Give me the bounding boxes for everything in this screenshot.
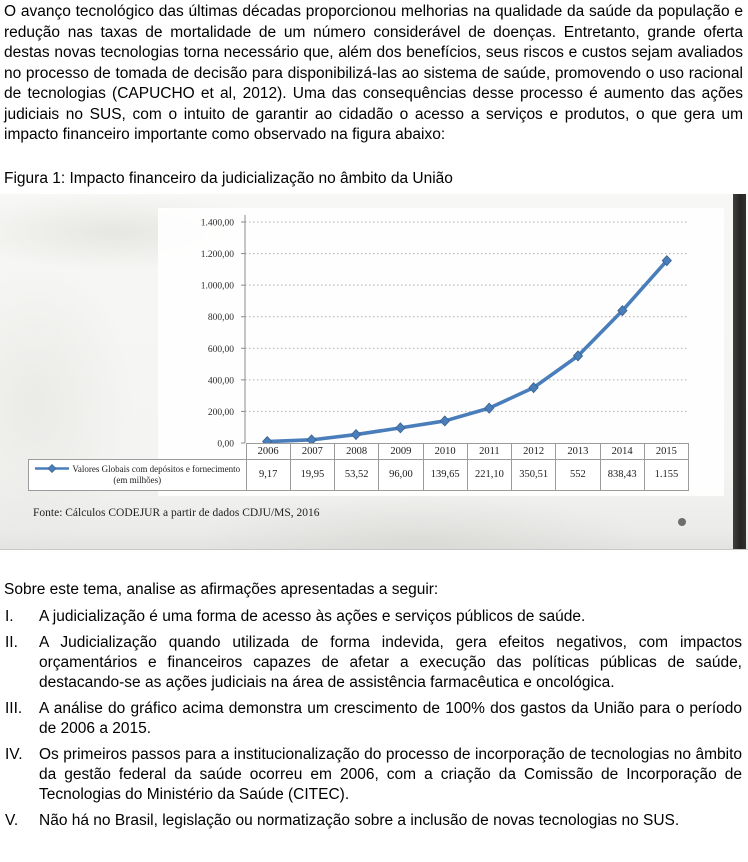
statement-text: Os primeiros passos para a institucionalização do processo de incorporação de tecnologias no âmbito da gestão federal da saúde ocorreu em 2006, com a criação da Comissão de Incorporação de Tecnologias do Ministério da Saúde (CITEC). xyxy=(39,745,742,803)
statement-item-3 xyxy=(4,699,743,739)
y-axis-tick-label: 400,00 xyxy=(207,375,234,386)
legend-cell xyxy=(29,459,247,490)
statements-section xyxy=(0,580,748,831)
values-row xyxy=(29,459,689,490)
figure-source: Fonte: Cálculos CODEJUR a partir de dados CDJU/MS, 2016 xyxy=(33,506,320,519)
legend-series-marker-icon xyxy=(34,464,70,473)
y-axis-tick-label: 1.000,00 xyxy=(200,281,234,292)
data-point-marker xyxy=(440,415,449,425)
y-axis-tick-label: 600,00 xyxy=(207,344,234,355)
y-axis-tick-label: 1.400,00 xyxy=(200,218,234,228)
year-header-cell: 2014 xyxy=(600,443,644,459)
statement-numeral: V. xyxy=(5,811,19,829)
exam-question-page xyxy=(0,2,748,862)
statement-numeral: IV. xyxy=(5,745,23,763)
statement-numeral: III. xyxy=(5,699,23,717)
year-header-cell: 2009 xyxy=(379,443,423,459)
value-cell: 9,17 xyxy=(246,459,290,490)
statement-numeral: I. xyxy=(5,607,14,625)
y-axis-tick-label: 200,00 xyxy=(207,407,234,418)
year-header-cell: 2011 xyxy=(467,443,511,459)
y-axis-tick-label: 0,00 xyxy=(217,439,234,449)
value-cell: 838,43 xyxy=(600,459,644,490)
statements-intro: Sobre este tema, analise as afirmações apresentadas a seguir: xyxy=(4,580,439,598)
statement-item-5 xyxy=(4,811,743,831)
statement-text: A análise do gráfico acima demonstra um crescimento de 100% dos gastos da União para o período de 2006 a 2015. xyxy=(39,699,742,737)
value-cell: 139,65 xyxy=(423,459,467,490)
statement-text: Não há no Brasil, legislação ou normatização sobre a inclusão de novas tecnologias no SUS. xyxy=(39,811,680,829)
figure-caption: Figura 1: Impacto financeiro da judicialização no âmbito da União xyxy=(4,169,453,187)
statement-text: A Judicialização quando utilizada de forma indevida, gera efeitos negativos, com impactos orçamentários e financeiros capazes de afetar a execução das políticas públicas de saúde, destacando-se as ações judiciais na área de assistência farmacêutica e oncológica. xyxy=(39,633,742,691)
data-point-marker xyxy=(351,429,360,439)
year-header-cell: 2015 xyxy=(644,443,688,459)
value-cell: 350,51 xyxy=(512,459,556,490)
year-header-cell: 2008 xyxy=(335,443,379,459)
y-axis-tick-label: 1.200,00 xyxy=(200,249,234,260)
y-axis-tick-label: 800,00 xyxy=(207,312,234,323)
year-header-cell: 2007 xyxy=(290,443,334,459)
legend-label: Valores Globais com depósitos e fornecimento (em milhões) xyxy=(72,463,241,485)
value-cell: 53,52 xyxy=(335,459,379,490)
data-point-marker xyxy=(396,422,405,432)
intro-paragraph: O avanço tecnológico das últimas décadas proporcionou melhorias na qualidade da saúde da população e redução nas taxas de mortalidade de um número considerável de doenças. Entretanto, grande oferta destas novas tecnologias torna necessário que, além dos benefícios, seus riscos e custos sejam avaliados no processo de tomada de decisão para disponibilizá-las ao sistema de saúde, promovendo o uso racional de tecnologias (CAPUCHO et al, 2012). Uma das consequências desse processo é aumento das ações judiciais no SUS, com o intuito de garantir ao cidadão o acesso a serviços e produtos, o que gera um impacto financeiro importante como observado na figura abaixo: xyxy=(4,3,743,143)
statement-item-1 xyxy=(4,607,743,627)
gray-bullet-icon xyxy=(678,518,686,526)
year-header-cell: 2013 xyxy=(556,443,600,459)
year-header-cell: 2006 xyxy=(246,443,290,459)
statement-text: A judicialização é uma forma de acesso às ações e serviços públicos de saúde. xyxy=(39,607,586,625)
value-cell: 552 xyxy=(556,459,600,490)
figure-dark-edge xyxy=(733,194,746,549)
statement-item-2 xyxy=(4,633,743,693)
series-line xyxy=(267,260,667,441)
figure-1 xyxy=(0,194,748,550)
value-cell: 1.155 xyxy=(644,459,688,490)
year-header-cell: 2010 xyxy=(423,443,467,459)
value-cell: 19,95 xyxy=(290,459,334,490)
value-cell: 96,00 xyxy=(379,459,423,490)
chart-data-table xyxy=(28,443,689,491)
years-row xyxy=(29,443,689,459)
table-spacer-cell xyxy=(29,443,247,459)
year-header-cell: 2012 xyxy=(512,443,556,459)
value-cell: 221,10 xyxy=(467,459,511,490)
statement-numeral: II. xyxy=(5,633,18,651)
statement-item-4 xyxy=(4,745,743,805)
line-chart xyxy=(0,194,748,549)
